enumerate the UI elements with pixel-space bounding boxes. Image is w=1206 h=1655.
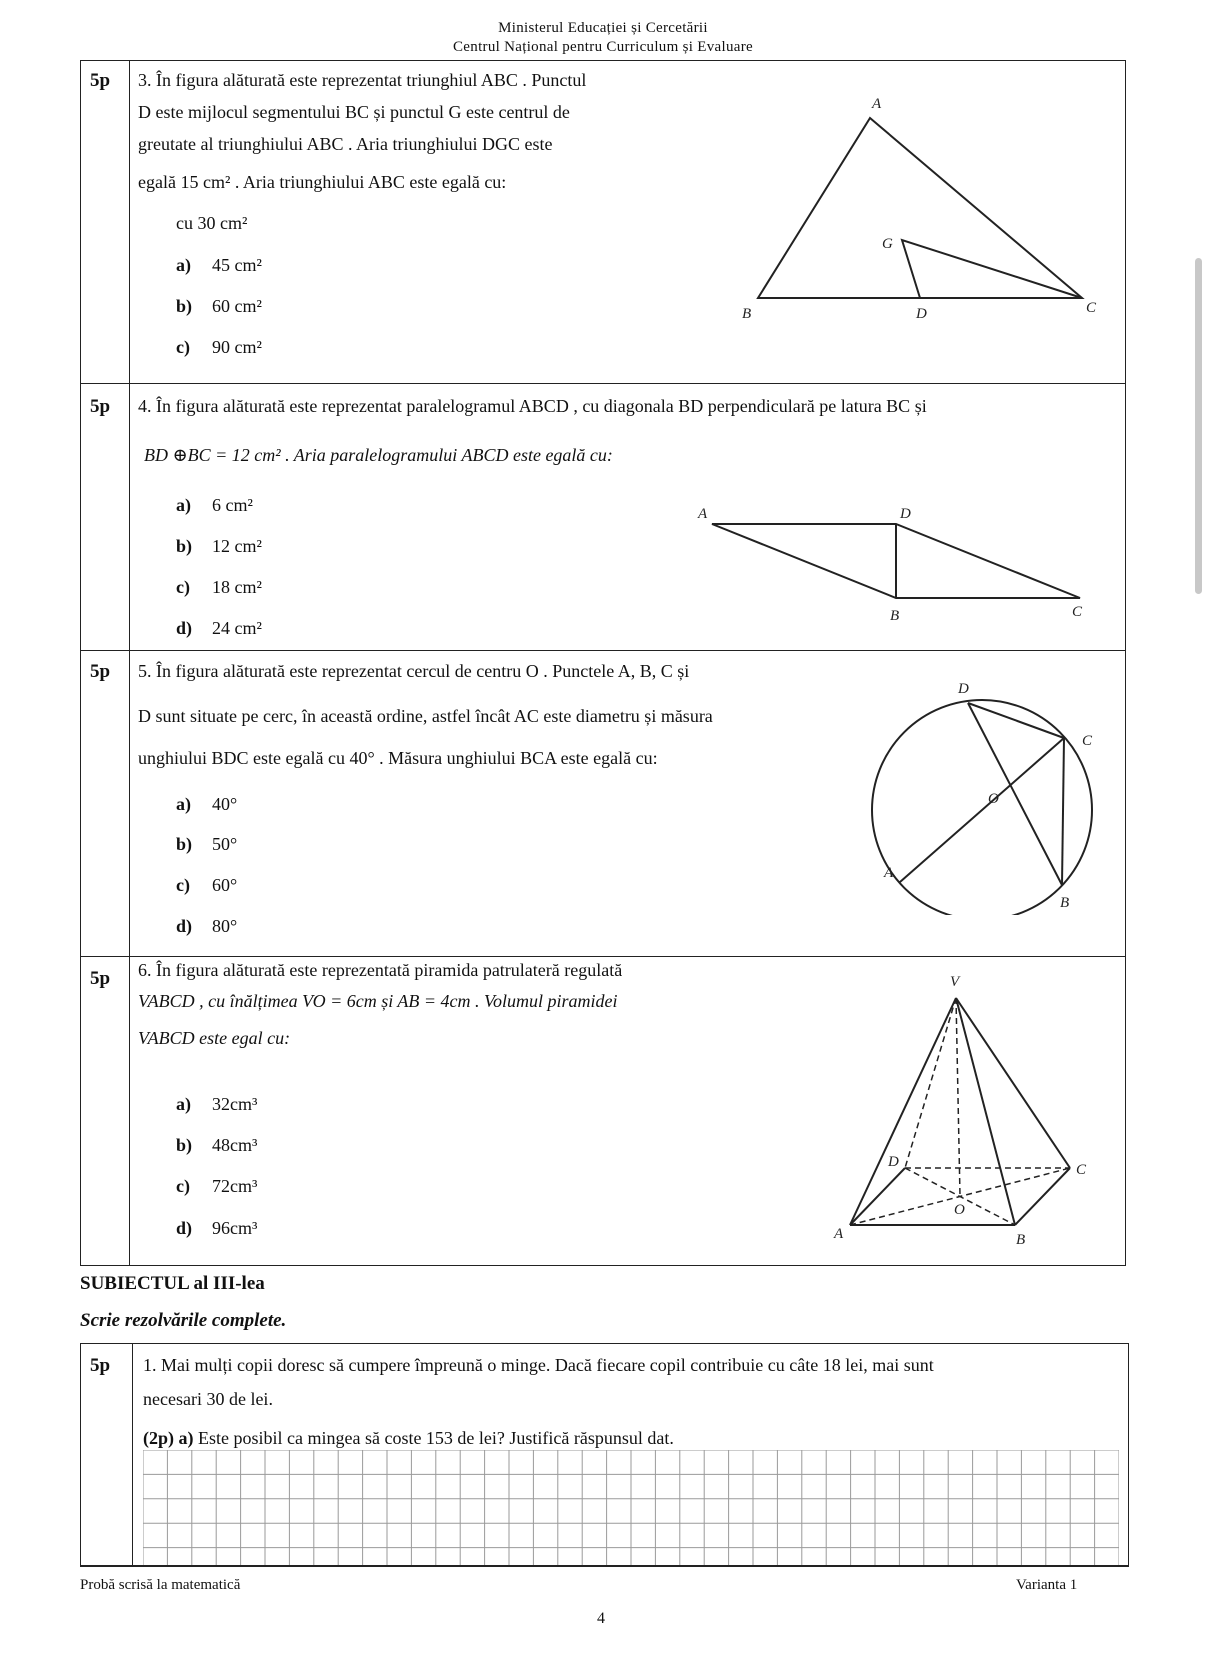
triangle-abc xyxy=(758,118,1082,298)
triangle-abc-figure xyxy=(730,90,1120,335)
p1-sub-a: (2p) a) Este posibil ca mingea să coste 153 de lei? Justifică răspunsul dat. xyxy=(143,1428,674,1448)
label-a: A xyxy=(884,865,894,881)
label-c: C xyxy=(1086,300,1097,316)
edge-vd xyxy=(905,998,956,1168)
q4-line-1: 4. În figura alăturată este reprezentat paralelogramul ABCD , cu diagonala BD perpendiculară pe latura BC și xyxy=(138,396,927,416)
label-o: O xyxy=(988,791,999,807)
row-divider xyxy=(80,383,1126,384)
page-number: 4 xyxy=(597,1610,605,1627)
q5-line-1: 5. În figura alăturată este reprezentat cercul de centru O . Punctele A, B, C și xyxy=(138,661,690,681)
label-v: V xyxy=(950,974,960,990)
label-o: O xyxy=(954,1202,965,1218)
section-title: SUBIECTUL al III-lea xyxy=(80,1273,265,1294)
q5-line-3: unghiului BDC este egală cu 40° . Măsura unghiului BCA este egală cu: xyxy=(138,748,658,768)
edge-va xyxy=(850,998,956,1225)
edge-vc xyxy=(956,998,1070,1168)
q3-extra: cu 30 cm² xyxy=(176,213,248,233)
pyramid-figure xyxy=(820,970,1110,1250)
label-c: C xyxy=(1082,733,1093,749)
edge-vb xyxy=(956,998,1015,1225)
label-b: B xyxy=(1016,1232,1026,1248)
points-column-divider xyxy=(132,1343,133,1567)
p1-line-2: necesari 30 de lei. xyxy=(143,1389,273,1409)
q3-option-a[interactable]: a) 45 cm² xyxy=(176,255,262,275)
label-c: C xyxy=(1076,1162,1087,1178)
q5-line-2: D sunt situate pe cerc, în această ordine, astfel încât AC este diametru și măsura xyxy=(138,706,713,726)
q3-line-3: greutate al triunghiului ABC . Aria triunghiului DGC este xyxy=(138,134,553,154)
problem-bottom-rule xyxy=(80,1565,1129,1567)
label-b: B xyxy=(890,608,900,624)
q3-line-1: 3. În figura alăturată este reprezentat triunghiul ABC . Punctul xyxy=(138,70,587,90)
q6-line-2: VABCD , cu înălțimea VO = 6cm și AB = 4cm . Volumul piramidei xyxy=(138,991,618,1011)
ministry-title: Ministerul Educației și Cercetării xyxy=(498,20,708,36)
q4-points: 5p xyxy=(90,396,111,417)
label-g: G xyxy=(882,236,893,252)
scrollbar-thumb[interactable] xyxy=(1195,258,1202,594)
circle-figure xyxy=(870,675,1110,915)
row-divider xyxy=(80,650,1126,651)
label-d: D xyxy=(900,506,911,522)
points-column-divider xyxy=(129,60,130,1266)
label-d: D xyxy=(888,1154,899,1170)
q6-option-a[interactable]: a) 32cm³ xyxy=(176,1094,258,1114)
q6-option-d[interactable]: d) 96cm³ xyxy=(176,1218,258,1238)
q5-option-d[interactable]: d) 80° xyxy=(176,916,238,936)
label-d: D xyxy=(916,306,927,322)
chord-db xyxy=(968,703,1062,885)
q5-option-c[interactable]: c) 60° xyxy=(176,875,238,895)
answer-grid[interactable] xyxy=(143,1450,1119,1565)
q4-option-c[interactable]: c) 18 cm² xyxy=(176,577,262,597)
q5-option-b[interactable]: b) 50° xyxy=(176,834,238,854)
q5-points: 5p xyxy=(90,661,111,682)
q3-points: 5p xyxy=(90,70,111,91)
section-subtitle: Scrie rezolvările complete. xyxy=(80,1310,287,1331)
q4-line-2: BD ⊕BC = 12 cm² . Aria paralelogramului ABCD este egală cu: xyxy=(144,445,613,465)
label-a: A xyxy=(834,1226,844,1242)
q4-option-d[interactable]: d) 24 cm² xyxy=(176,618,262,638)
label-b: B xyxy=(1060,895,1070,911)
q6-option-b[interactable]: b) 48cm³ xyxy=(176,1135,258,1155)
height-vo xyxy=(956,998,960,1196)
p1-line-1: 1. Mai mulți copii doresc să cumpere împreună o minge. Dacă fiecare copil contribuie cu câte 18 lei, mai sunt xyxy=(143,1355,934,1375)
parallelogram-figure xyxy=(680,490,1110,630)
q6-points: 5p xyxy=(90,968,111,989)
q6-line-1: 6. În figura alăturată este reprezentată piramida patrulateră regulată xyxy=(138,960,623,980)
q3-line-4: egală 15 cm² . Aria triunghiului ABC este egală cu: xyxy=(138,172,507,192)
q5-option-a[interactable]: a) 40° xyxy=(176,794,238,814)
diameter-ac xyxy=(900,738,1064,882)
q4-option-b[interactable]: b) 12 cm² xyxy=(176,536,262,556)
footer-variant: Varianta 1 xyxy=(1016,1577,1078,1593)
triangle-dgc xyxy=(902,240,1082,298)
label-d: D xyxy=(958,681,969,697)
q6-line-3: VABCD este egal cu: xyxy=(138,1028,291,1048)
label-c: C xyxy=(1072,604,1083,620)
q3-option-c[interactable]: c) 90 cm² xyxy=(176,337,262,357)
edge-ad xyxy=(850,1168,905,1225)
row-divider xyxy=(80,956,1126,957)
footer-exam-name: Probă scrisă la matematică xyxy=(80,1577,241,1593)
q3-option-b[interactable]: b) 60 cm² xyxy=(176,296,262,316)
q3-line-2: D este mijlocul segmentului BC și punctul G este centrul de xyxy=(138,102,570,122)
chord-cb xyxy=(1062,738,1064,885)
label-b: B xyxy=(742,306,752,322)
edge-bc xyxy=(1015,1168,1070,1225)
center-title: Centrul Național pentru Curriculum și Evaluare xyxy=(453,39,753,55)
q6-option-c[interactable]: c) 72cm³ xyxy=(176,1176,258,1196)
label-a: A xyxy=(698,506,708,522)
q4-option-a[interactable]: a) 6 cm² xyxy=(176,495,253,515)
p1-points: 5p xyxy=(90,1355,111,1376)
label-a: A xyxy=(872,96,882,112)
